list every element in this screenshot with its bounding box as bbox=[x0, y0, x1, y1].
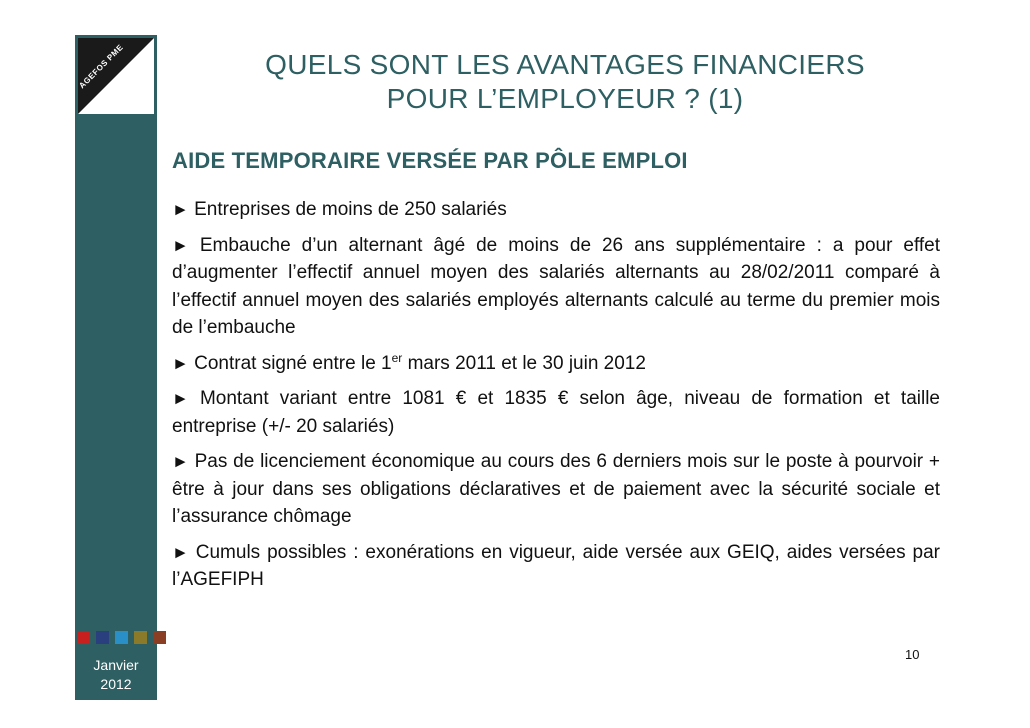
bullet-item bbox=[172, 196, 940, 224]
color-square bbox=[153, 631, 166, 644]
bullet-item bbox=[172, 539, 940, 594]
bullet-text: Entreprises de moins de 250 salariés bbox=[194, 199, 507, 220]
color-square bbox=[77, 631, 90, 644]
title-line-1: QUELS SONT LES AVANTAGES FINANCIERS bbox=[265, 49, 865, 80]
bullet-text: Pas de licenciement économique au cours des 6 derniers mois sur le poste à pourvoir + être à jour dans ses obligations déclaratives et de paiement avec la sécurité sociale et l’assurance chômage bbox=[172, 451, 940, 527]
section-heading: AIDE TEMPORAIRE VERSÉE PAR PÔLE EMPLOI bbox=[172, 148, 688, 173]
logo-text: AGEFOS PME bbox=[77, 42, 125, 91]
color-squares bbox=[77, 631, 166, 644]
bullet-text: mars 2011 et le 30 juin 2012 bbox=[402, 352, 646, 374]
date-year: 2012 bbox=[100, 676, 132, 692]
page-number: 10 bbox=[905, 647, 920, 662]
bullet-item bbox=[172, 232, 940, 342]
bullet-item bbox=[172, 385, 940, 440]
title-line-2: POUR L’EMPLOYEUR ? (1) bbox=[386, 83, 744, 114]
bullet-superscript: er bbox=[391, 350, 403, 365]
agefos-logo bbox=[78, 38, 154, 114]
date-label bbox=[75, 656, 157, 694]
color-square bbox=[115, 631, 128, 644]
sidebar bbox=[75, 35, 157, 700]
bullet-arrow-icon: ► bbox=[172, 353, 189, 373]
bullet-text: Cumuls possibles : exonérations en vigueur, aide versée aux GEIQ, aides versées par l’AGEFIPH bbox=[172, 541, 941, 590]
bullet-arrow-icon: ► bbox=[172, 542, 189, 562]
bullet-text: Embauche d’un alternant âgé de moins de 26 ans supplémentaire : a pour effet d’augmenter l’effectif annuel moyen des salariés alternants au 28/02/2011 comparé à l’effectif annuel moyen des salariés employés alternants calculé au terme du premier mois de l’embauche bbox=[172, 234, 941, 338]
bullet-text: Contrat signé entre le 1 bbox=[194, 352, 392, 374]
bullet-arrow-icon: ► bbox=[172, 235, 189, 255]
bullet-item bbox=[172, 448, 940, 531]
bullet-text: Montant variant entre 1081 € et 1835 € selon âge, niveau de formation et taille entreprise (+/- 20 salariés) bbox=[172, 388, 940, 437]
bullet-arrow-icon: ► bbox=[172, 452, 189, 471]
color-square bbox=[96, 631, 109, 644]
bullet-item bbox=[172, 350, 940, 378]
color-square bbox=[134, 631, 147, 644]
bullet-list bbox=[172, 196, 940, 602]
bullet-arrow-icon: ► bbox=[172, 389, 189, 408]
date-month: Janvier bbox=[93, 657, 139, 673]
bullet-arrow-icon: ► bbox=[172, 200, 189, 219]
slide-title bbox=[200, 48, 930, 116]
